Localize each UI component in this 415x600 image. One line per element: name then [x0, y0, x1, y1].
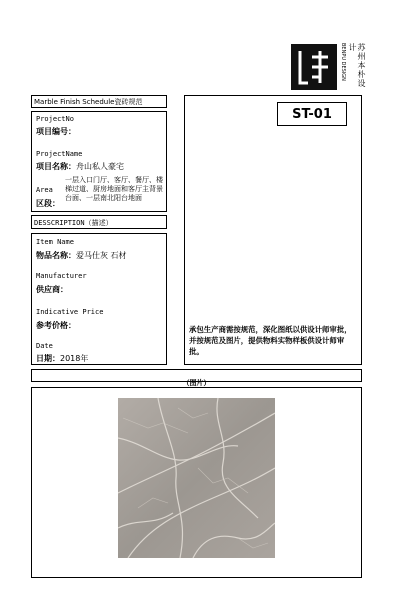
project-name-label-en: ProjectName [36, 150, 83, 158]
item-name-label-cn: 物品名称：爱马仕灰 石材 [36, 251, 127, 260]
schedule-title-box [31, 95, 167, 108]
notes-box [184, 95, 362, 365]
code-box [277, 102, 347, 126]
project-no-label-en: ProjectNo [36, 115, 74, 123]
project-name-label-cn: 项目名称：舟山私人豪宅 [36, 162, 124, 171]
project-info-box [31, 111, 167, 212]
brand-name-en: BENPU DESIGN [340, 43, 346, 81]
area-label-cn: 区段： [36, 199, 60, 208]
contractor-note: 承包生产商需按规范，深化图纸以供设计师审批，并按规范及图片，提供物料实物样板供设计师审批。 [189, 325, 352, 356]
description-bar [31, 215, 167, 229]
description-label: DESSCRIPTION（描述） [34, 219, 113, 227]
item-name-value: 爱马仕灰 石材 [76, 251, 127, 260]
date-label-en: Date [36, 342, 53, 350]
project-no-label-cn: 项目编号： [36, 127, 76, 136]
date-label-cn: 日期：2018年 [36, 354, 89, 363]
image-section-label: （图片） [182, 379, 211, 387]
price-label-cn: 参考价格： [36, 321, 76, 330]
brand-name-cn: 苏州本朴设计 [348, 43, 366, 88]
project-name-value: 舟山私人豪宅 [76, 162, 124, 171]
area-value: 一层入口门厅、客厅、餐厅、楼梯过道、厨房地面和客厅主背景台面、一层南北阳台地面 [65, 176, 163, 202]
price-label-en: Indicative Price [36, 308, 104, 316]
image-section-bar [31, 369, 362, 387]
manufacturer-label-cn: 供应商： [36, 285, 68, 294]
area-label-en: Area [36, 186, 53, 194]
marble-sample-image [118, 398, 275, 558]
material-code: ST-01 [292, 107, 332, 122]
brand-text [340, 43, 366, 93]
date-value: 2018年 [60, 354, 89, 363]
logo-mark-icon [290, 43, 338, 91]
manufacturer-label-en: Manufacturer [36, 272, 87, 280]
brand-logo [290, 43, 338, 91]
marble-veins-icon [118, 398, 275, 558]
schedule-title: Marble Finish Schedule瓷砖规范 [34, 98, 143, 106]
item-detail-box [31, 233, 167, 365]
item-name-label-en: Item Name [36, 238, 74, 246]
image-frame [31, 387, 362, 578]
